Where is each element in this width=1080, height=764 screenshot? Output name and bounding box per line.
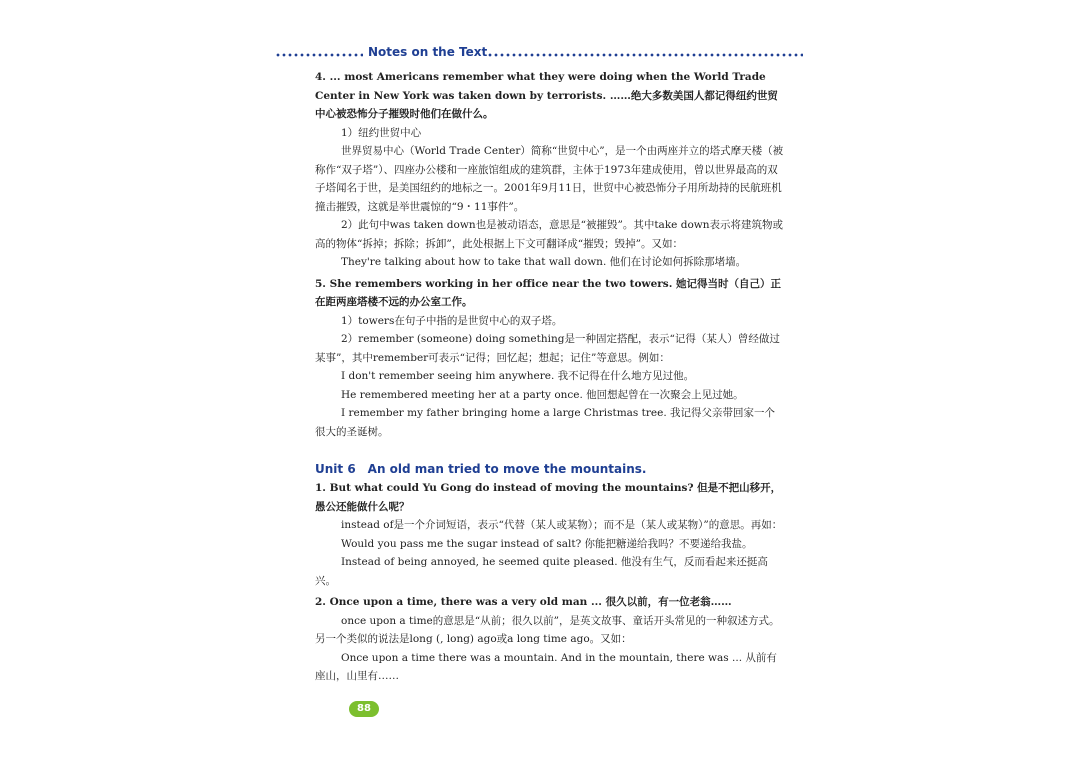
note-subpoint: 1）towers在句子中指的是世贸中心的双子塔。 bbox=[341, 314, 563, 327]
example-sentence: I don't remember seeing him anywhere. 我不记得在什么地方见过他。 bbox=[341, 370, 695, 382]
example-sentence: They're talking about how to take that wall down. 他们在讨论如何拆除那堵墙。 bbox=[341, 256, 747, 268]
note-number: 4. bbox=[315, 71, 326, 83]
notes-content bbox=[315, 68, 785, 686]
header-dotted-rule-left bbox=[275, 53, 363, 57]
note-subpoint: instead of是一个介词短语，表示“代替（某人或某物）；而不是（某人或某物）”的意思。再如： bbox=[341, 519, 783, 531]
unit-title: An old man tried to move the mountains. bbox=[367, 462, 647, 476]
note-number: 2. bbox=[315, 596, 326, 608]
note-subpoint: 2）remember (someone) doing something是一种固定搭配，表示“记得（某人）曾经做过某事”，其中remember可表示“记得；回忆起；想起；记住”等意思。例如： bbox=[315, 333, 780, 364]
example-sentence: I remember my father bringing home a large Christmas tree. 我记得父亲带回家一个很大的圣诞树。 bbox=[315, 407, 775, 438]
unit-heading bbox=[315, 459, 785, 479]
note-number: 5. bbox=[315, 277, 326, 290]
example-sentence: Instead of being annoyed, he seemed quite pleased. 他没有生气，反而看起来还挺高兴。 bbox=[315, 556, 768, 587]
note-heading bbox=[315, 593, 785, 612]
note-title-text: ... most Americans remember what they were doing when the World Trade Center in New York was taken down by terrorists. ……绝大多数美国人都记得纽约世贸中心被恐怖分子摧毁时他们在做什么。 bbox=[315, 71, 778, 120]
note-heading bbox=[315, 68, 785, 124]
note-subpoint: 1）纽约世贸中心 bbox=[341, 126, 422, 139]
note-subpoint: once upon a time的意思是“从前；很久以前”，是英文故事、童话开头常见的一种叙述方式。另一个类似的说法是long (, long) ago或a long time ago。又如： bbox=[315, 614, 780, 645]
section-header-title: Notes on the Text bbox=[368, 45, 488, 59]
section-header bbox=[275, 44, 803, 64]
note-subpoint: 2）此句中was taken down也是被动语态，意思是“被摧毁”。其中take down表示将建筑物或高的物体“拆掉；拆除；拆卸”，此处根据上下文可翻译成“摧毁；毁掉”。又如： bbox=[315, 219, 784, 250]
note-paragraph: 世界贸易中心（World Trade Center）简称“世贸中心”，是一个由两座并立的塔式摩天楼（被称作“双子塔”）、四座办公楼和一座旅馆组成的建筑群，主体于1973年建成使用，曾以世界最高的双子塔闻名于世，是美国纽约的地标之一。2001年9月11日，世贸中心被恐怖分子用所劫持的民航班机撞击摧毁，这就是举世震惊的“9・11事件”。 bbox=[315, 145, 784, 213]
example-sentence: He remembered meeting her at a party once. 他回想起曾在一次聚会上见过她。 bbox=[341, 388, 744, 401]
note-heading bbox=[315, 479, 785, 516]
unit-number: Unit 6 bbox=[315, 462, 356, 476]
note-number: 1. bbox=[315, 482, 326, 494]
note-heading bbox=[315, 275, 785, 312]
example-sentence: Would you pass me the sugar instead of salt? 你能把糖递给我吗？不要递给我盐。 bbox=[341, 537, 753, 550]
page-number-badge: 88 bbox=[349, 701, 379, 717]
header-dotted-rule-right bbox=[487, 53, 803, 57]
note-title-text: Once upon a time, there was a very old man ... 很久以前，有一位老翁…… bbox=[329, 596, 732, 608]
example-sentence: Once upon a time there was a mountain. And in the mountain, there was ... 从前有座山，山里有…… bbox=[315, 651, 777, 682]
note-title-text: But what could Yu Gong do instead of moving the mountains? 但是不把山移开，愚公还能做什么呢？ bbox=[315, 482, 782, 513]
note-title-text: She remembers working in her office near the two towers. 她记得当时（自己）正在距两座塔楼不远的办公室工作。 bbox=[315, 277, 782, 308]
